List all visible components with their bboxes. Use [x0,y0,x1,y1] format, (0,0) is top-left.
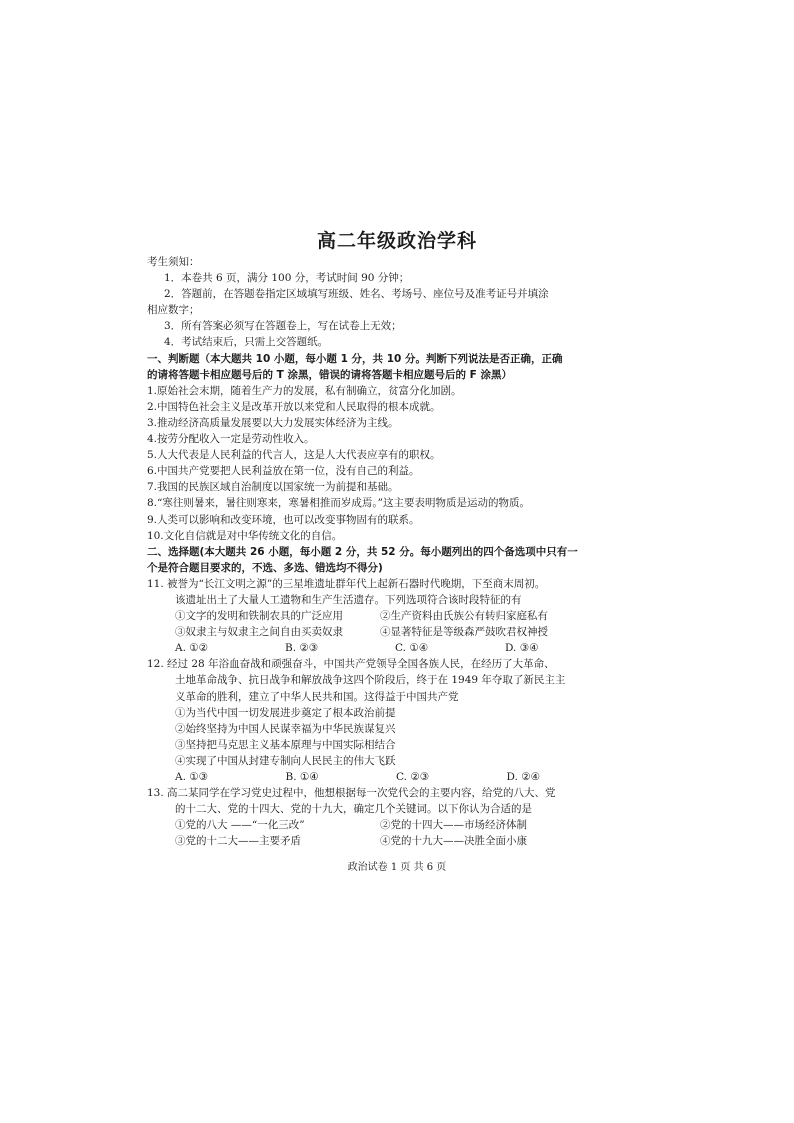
statement: ③奴隶主与奴隶主之间自由买卖奴隶 [175,626,343,639]
section1-heading: 一、判断题（本大题共 10 小题，每小题 1 分，共 10 分。判断下列说法是否正确，正确 [147,352,563,365]
notice-item: 相应数字； [147,304,200,317]
judge-item: 3.推动经济高质量发展要以大力发展实体经济为主线。 [147,416,399,429]
notice-item: 2．答题前，在答题卷指定区域填写班级、姓名、考场号、座位号及准考证号并填涂 [164,288,549,301]
statement: ④显著特征是等级森严鼓吹君权神授 [380,626,548,639]
judge-item: 8.“寒往则暑来，暑往则寒来，寒暑相推而岁成焉。”这主要表明物质是运动的物质。 [147,497,531,510]
statement: ②党的十四大——市场经济体制 [380,819,527,832]
option-d: D. ③④ [505,642,539,655]
judge-item: 6.中国共产党要把人民利益放在第一位，没有自己的利益。 [147,465,420,478]
option-a: A. ①② [175,642,209,655]
option-b: B. ②③ [285,642,319,655]
question-13-text: 的十二大、党的十四大、党的十九大，确定几个关键词。以下你认为合适的是 [175,803,532,816]
question-11-statements [147,624,617,640]
statement: ①为当代中国一切发展进步奠定了根本政治前提 [175,706,396,719]
option-c: C. ②③ [396,771,430,783]
question-11-options [147,640,617,656]
question-11-statements [147,608,617,624]
judge-item: 5.人大代表是人民利益的代言人，这是人大代表应享有的职权。 [147,449,441,462]
statement: ④党的十九大——决胜全面小康 [380,835,527,848]
question-13-statements [147,817,617,833]
option-a: A. ①③ [175,771,209,783]
notice-item: 1．本卷共 6 页，满分 100 分，考试时间 90 分钟； [164,272,410,285]
option-b: B. ①④ [285,771,319,783]
question-12-text: 土地革命战争、抗日战争和解放战争这四个阶段后，终于在 1949 年夺取了新民主主 [175,674,566,687]
question-12-options [147,769,617,785]
option-d: D. ②④ [506,771,541,783]
section1-heading: 的请将答题卡相应题号后的 T 涂黑，错误的请将答题卡相应题号后的 F 涂黑） [147,368,512,381]
section2-heading: 二、选择题(本大题共 26 小题，每小题 2 分，共 52 分。每小题列出的四个备选项中只有一 [147,545,578,558]
page-title: 高二年级政治学科 [316,230,477,252]
judge-item: 1.原始社会末期，随着生产力的发展，私有制确立，贫富分化加剧。 [147,384,462,397]
question-13-text: 13. 高二某同学在学习党史过程中，他想根据每一次党代会的主要内容，给党的八大、党 [147,787,556,800]
judge-item: 2.中国特色社会主义是改革开放以来党和人民取得的根本成就。 [147,400,441,413]
question-12-text: 义革命的胜利，建立了中华人民共和国。这得益于中国共产党 [175,690,459,703]
statement: ③党的十二大——主要矛盾 [175,835,301,848]
question-11-text: 11. 被誉为“长江文明之源”的三星堆遗址群年代上起新石器时代晚期，下至商末周初。 [147,577,546,590]
section2-heading: 个是符合题目要求的，不选、多选、错选均不得分) [147,561,383,574]
statement: ①文字的发明和铁制农具的广泛应用 [175,610,343,623]
question-13-statements [147,833,617,849]
statement: ③坚持把马克思主义基本原理与中国实际相结合 [175,738,396,751]
judge-item: 4.按劳分配收入一定是劳动性收入。 [147,433,315,446]
judge-item: 10.文化自信就是对中华传统文化的自信。 [147,529,343,542]
statement: ①党的八大 ——“一化三改” [175,819,305,832]
statement: ②始终坚持为中国人民谋幸福为中华民族谋复兴 [175,722,396,735]
notice-item: 4．考试结束后，只需上交答题纸。 [164,336,329,349]
judge-item: 9.人类可以影响和改变环境，也可以改变事物固有的联系。 [147,513,420,526]
option-c: C. ①④ [395,642,429,655]
exam-content [147,254,617,849]
statement: ②生产资料由氏族公有转归家庭私有 [380,610,548,623]
judge-item: 7.我国的民族区域自治制度以国家统一为前提和基础。 [147,481,399,494]
notice-heading: 考生须知： [147,256,200,268]
notice-item: 3．所有答案必须写在答题卷上，写在试卷上无效； [164,320,402,333]
statement: ④实现了中国从封建专制向人民民主的伟大飞跃 [175,754,396,767]
question-12-text: 12. 经过 28 年浴血奋战和顽强奋斗，中国共产党领导全国各族人民，在经历了大革命、 [147,658,555,671]
page-footer: 政治试卷 1 页 共 6 页 [347,862,447,873]
question-11-text: 该遗址出土了大量人工遗物和生产生活遗存。下列选项符合该时段特征的有 [175,593,522,606]
